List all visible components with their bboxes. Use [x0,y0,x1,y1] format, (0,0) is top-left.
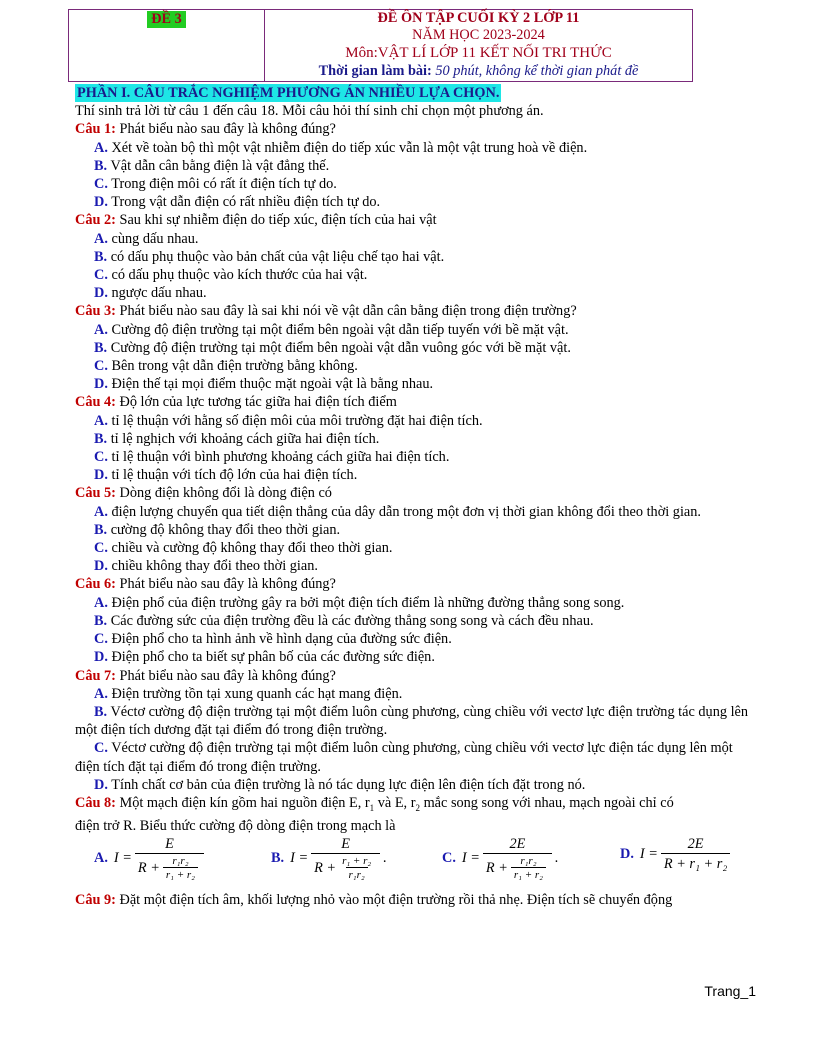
q8-formula-options [75,835,751,891]
option-d: D. tỉ lệ thuận với tích độ lớn của hai điện tích. [94,467,358,484]
option-b: B. có dấu phụ thuộc vào bản chất của vật liệu chế tạo hai vật. [94,248,445,265]
option-c: C. Trong điện môi có rất ít điện tích tự do. [94,176,337,193]
option-c: C. tỉ lệ thuận với bình phương khoảng cách giữa hai điện tích. [94,449,450,466]
exam-title: ĐỀ ÔN TẬP CUỐI KỲ 2 LỚP 11 [377,10,580,26]
question-7 [75,667,751,685]
question-number: Câu 4: [75,394,116,411]
subject: Môn:VẬT LÍ LỚP 11 KẾT NỐI TRI THỨC [345,45,612,61]
option-c: C. Véctơ cường độ điện trường tại một điểm luôn cùng phương, cùng chiều với vectơ lực điện tác dụng lên một điện tích đặt tại điểm đó trong điện trường. [75,740,733,775]
page-number: Trang_1 [704,983,756,999]
question-number: Câu 7: [75,667,116,684]
option-d: D. Điện thế tại mọi điểm thuộc mặt ngoài vật là bằng nhau. [94,376,434,393]
exam-header [68,9,693,82]
exam-title-cell [265,10,692,81]
option-b: B. Vật dẫn cân bằng điện là vật đẳng thế. [94,157,330,174]
part1-title-line [75,84,751,102]
question-text: Dòng điện không đổi là dòng điện có [119,485,332,502]
question-5 [75,484,751,502]
question-1 [75,120,751,138]
resistor-R: R [123,817,133,834]
question-3 [75,302,751,320]
option-d: D. Điện phổ cho ta biết sự phân bố của các đường sức điện. [94,649,435,666]
question-text: Độ lớn của lực tương tác giữa hai điện tích điểm [119,394,397,411]
question-number: Câu 3: [75,303,116,320]
option-c: C. có dấu phụ thuộc vào kích thước của hai vật. [94,267,368,284]
q8-option-a: A. I = E R + $\frac{\text{r₁r₂}}{\text{r₁ + r₂}}$ [94,835,207,881]
source-2: E, $r_2$ [394,794,420,813]
question-text: Phát biểu nào sau đây là không đúng? [119,667,336,684]
option-d: D. ngược dấu nhau. [94,285,207,302]
question-number: Câu 9: [75,892,116,909]
part1-instruction: Thí sinh trả lời từ câu 1 đến câu 18. Mỗi câu hỏi thí sinh chỉ chọn một phương án. [75,103,544,120]
school-year: NĂM HỌC 2023-2024 [412,27,545,43]
exam-code: ĐỀ 3 [147,11,186,28]
question-number: Câu 6: [75,576,116,593]
question-text: Một mạch điện kín gồm hai nguồn điện [119,794,346,811]
q8-option-b: B. I = E R + $\frac{\text{r₁ + r₂}}{\text{r₁r₂}}$ . [271,836,387,882]
question-4 [75,393,751,411]
question-text: Sau khi sự nhiễm điện do tiếp xúc, điện tích của hai vật [119,212,437,229]
option-a: A. điện lượng chuyển qua tiết diện thẳng của dây dẫn trong một đơn vị thời gian không đổi theo thời gian. [94,503,701,520]
question-number: Câu 1: [75,121,116,138]
option-a: A. tỉ lệ thuận với hằng số điện môi của môi trường đặt hai điện tích. [94,412,483,429]
source-1: E, $r_1$ [349,794,375,813]
option-d: D. Trong vật dẫn điện có rất nhiều điện tích tự do. [94,194,381,211]
option-c: C. chiều và cường độ không thay đổi theo thời gian. [94,540,393,557]
question-text: Phát biểu nào sau đây là không đúng? [119,576,336,593]
question-text: Phát biểu nào sau đây là sai khi nói về vật dẫn cân bằng điện trong điện trường? [119,303,577,320]
question-6 [75,575,751,593]
option-a: A. Cường độ điện trường tại một điểm bên ngoài vật dẫn tiếp tuyến với bề mặt vật. [94,321,569,338]
option-c: C. Điện phổ cho ta hình ảnh về hình dạng của đường sức điện. [94,631,452,648]
question-text: Đặt một điện tích âm, khối lượng nhỏ vào một điện trường rồi thả nhẹ. Điện tích sẽ chuyển động [119,892,673,909]
option-d: D. Tính chất cơ bản của điện trường là nó tác dụng lực điện lên điện tích đặt trong nó. [94,776,586,793]
question-2 [75,211,751,229]
question-8: Câu 8: Một mạch điện kín gồm hai nguồn điện E, $r_1$ và E, $r_2$ mắc song song với nhau, mạch ngoài chỉ có điện trở R. Biểu thức cường độ dòng điện trong mạch là [75,794,674,834]
time-label: Thời gian làm bài: [318,63,432,79]
question-9 [75,891,751,909]
question-number: Câu 8: [75,794,116,811]
time-value: 50 phút, không kể thời gian phát đề [435,63,639,79]
question-list [75,120,751,794]
exam-content [75,84,751,909]
part1-title: PHẦN I. CÂU TRẮC NGHIỆM PHƯƠNG ÁN NHIỀU LỰA CHỌN. [77,85,500,101]
option-d: D. chiều không thay đổi theo thời gian. [94,558,318,575]
question-text: Phát biểu nào sau đây là không đúng? [119,121,336,138]
option-a: A. Điện phổ của điện trường gây ra bởi một điện tích điểm là những đường thẳng song song. [94,594,625,611]
question-number: Câu 5: [75,485,116,502]
q8-option-c: C. I = 2E R + $\frac{\text{r₁r₂}}{\text{r₁ + r₂}}$ . [442,836,559,882]
question-number: Câu 2: [75,212,116,229]
exam-code-cell [69,10,265,81]
option-a: A. Điện trường tồn tại xung quanh các hạt mang điện. [94,685,403,702]
option-b: B. Các đường sức của điện trường đều là các đường thẳng song song và cách đều nhau. [94,612,594,629]
time-info [265,62,692,80]
option-b: B. Véctơ cường độ điện trường tại một điểm luôn cùng phương, cùng chiều với vectơ lực điện trường tác dụng lên một điện tích dương đặt tại điểm đó trong điện trường. [75,703,749,739]
option-a: A. Xét về toàn bộ thì một vật nhiễm điện do tiếp xúc vẫn là một vật trung hoà về điện. [94,139,588,156]
option-b: B. Cường độ điện trường tại một điểm bên ngoài vật dẫn vuông góc với bề mặt vật. [94,339,571,356]
q8-option-d: D. I = $\frac{2E}{\text{R + r₁ + r₂}}$ [620,835,733,873]
option-a: A. cùng dấu nhau. [94,230,199,247]
option-c: C. Bên trong vật dẫn điện trường bằng không. [94,358,358,375]
option-b: B. cường độ không thay đổi theo thời gian. [94,521,341,538]
option-b: B. tỉ lệ nghịch với khoảng cách giữa hai điện tích. [94,430,380,447]
